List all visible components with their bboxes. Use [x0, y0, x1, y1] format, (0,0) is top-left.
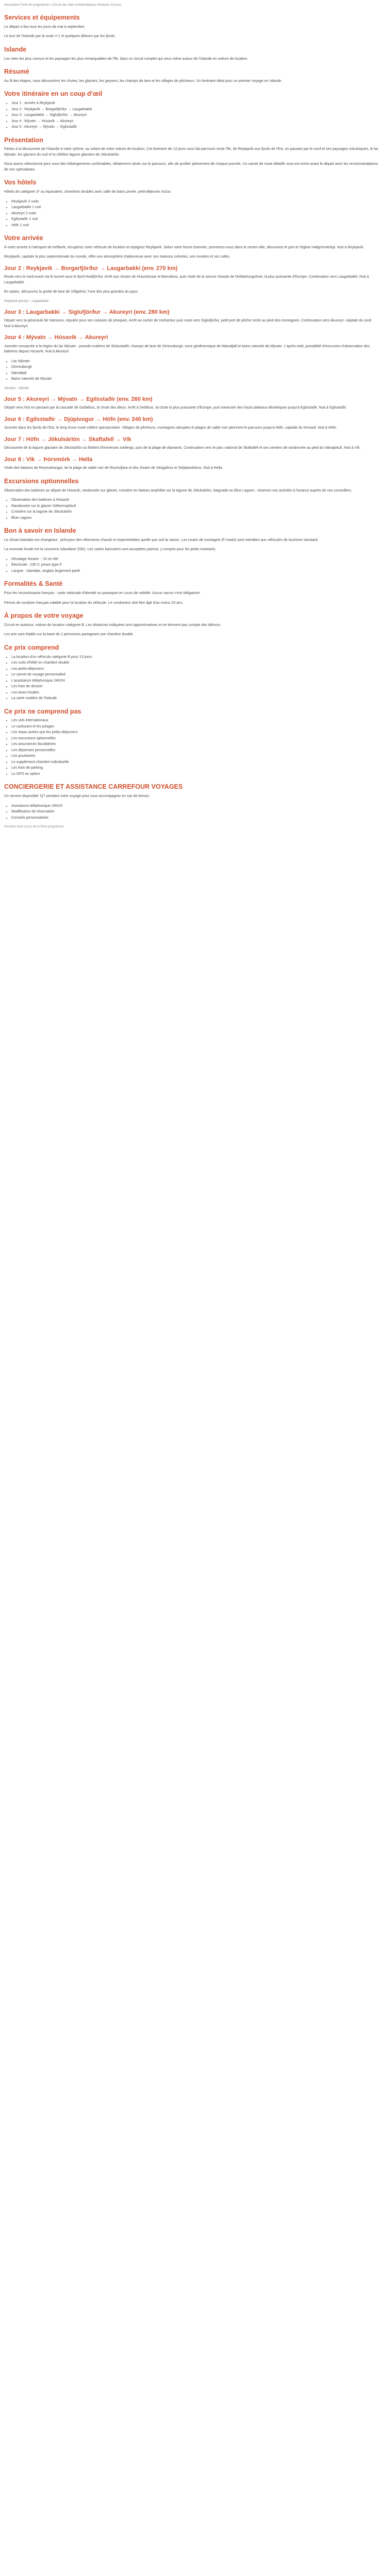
list-item: • Le carnet de voyage personnalisé: [11, 672, 379, 678]
islande-title: Islande: [4, 45, 27, 53]
necomprendpas-list: [4, 718, 379, 777]
apropos-text-1: Circuit en autotour, voiture de location catégorie B. Les distances indiquées sont approximatives et ne tiennent pas compte des détours.: [4, 623, 221, 627]
necomprendpas-title: Ce prix ne comprend pas: [4, 707, 82, 715]
bonasavoir-list: [4, 557, 379, 574]
list-item: • Les petits-déjeuners: [11, 667, 379, 672]
conciergerie-text: Un service disponible 7j/7 pendant votre voyage pour vous accompagner en cas de besoin.: [4, 794, 150, 798]
bonasavoir-title: Bon à savoir en Islande: [4, 527, 76, 534]
formalites-title: Formalités & Santé: [4, 580, 63, 588]
jour6-title: Jour 6 : Egilsstaðir → Djúpivogur → Höfn (env. 240 km): [4, 416, 153, 422]
jour4-list: [4, 359, 379, 382]
list-item: • Jour 2 : Reykjavík → Borgarfjörður → Laugarbakki: [11, 107, 379, 113]
jour4-title: Jour 4 : Mývatn → Húsavík → Akureyri: [4, 334, 108, 341]
list-item: • Le carburant et les péages: [11, 724, 379, 730]
apropos-title: À propos de votre voyage: [4, 612, 84, 619]
list-item: • Électricité : 230 V, prises type F: [11, 563, 379, 568]
jour3-text: Départ vers la péninsule de Vatnsnes, réputée pour ses colonies de phoques. Arrêt au rocher de Hvítserkur puis route vers Siglufjörður, petit port de pêche niché au pied des montagnes. Continuation vers Akureyri, capitale du nord. Nuit à Akureyri.: [4, 319, 372, 328]
ceprix-title: Ce prix comprend: [4, 643, 59, 651]
list-item: • Les repas autres que les petits-déjeuners: [11, 730, 379, 736]
breadcrumb: Description Fiche du programme » Circuit des sites emblématiques d'Islande 13 jours: [4, 4, 121, 7]
list-item: • Les assurances facultatives: [11, 742, 379, 748]
conciergerie-list: [4, 804, 379, 821]
list-item: • Höfn 1 nuit: [11, 223, 379, 229]
jour5-text: Départ vers l'est en passant par la cascade de Goðafoss, la chute des dieux. Arrêt à Dettifoss, la chute la plus puissante d'Europe, puis traversée des hauts plateaux désertiques jusqu'à Egilsstaðir. Nuit à Egilsstaðir.: [4, 406, 347, 410]
jour2-text-1: Route vers le nord-ouest via le tunnel sous le fjord Hvalfjörður. Arrêt aux chutes de Hraunfossar et Barnafoss, puis visite de la source chaude de Deildartunguhver, la plus puissante d'Europe. Continuation vers Laugarbakki. Nuit à Laugarbakki.: [4, 275, 369, 284]
formalites-text-2: Permis de conduire français valable pour la location du véhicule. Le conducteur doit être âgé d'au moins 20 ans.: [4, 601, 184, 605]
list-item: • Décalage horaire : -1h en été: [11, 557, 379, 563]
list-item: • Assistance téléphonique 24h/24: [11, 804, 379, 809]
bonasavoir-text-2: La monnaie locale est la couronne islandaise (ISK). Les cartes bancaires sont acceptées partout, y compris pour les petits montants.: [4, 548, 216, 552]
arrivee-title: Votre arrivée: [4, 234, 43, 242]
vols-text: Hôtels de catégorie 3* ou équivalent, chambres doubles avec salle de bains privée, petit-déjeuner inclus.: [4, 190, 172, 194]
vols-title: Vos hôtels: [4, 179, 37, 187]
excursions-text: Observation des baleines au départ de Húsavík, randonnée sur glacier, croisière en bateau amphibie sur la lagune de Jökulsárlón, baignade au Blue Lagoon : réservez vos activités à l'avance auprès de nos conseillers.: [4, 488, 352, 493]
jour6-text: Journée dans les fjords de l'Est, le long d'une route côtière spectaculaire. Villages de pêcheurs, montagnes abruptes et plages de sable noir jalonnent le parcours jusqu'à Höfn, capitale du homard. Nuit à Höfn.: [4, 426, 337, 430]
list-item: • Le GPS en option: [11, 772, 379, 777]
photo-caption: Reykjavík (photo) – Laugarbakki: [4, 299, 49, 303]
list-item: • La carte routière de l'Islande: [11, 696, 379, 702]
list-item: • L'assistance téléphonique 24h/24: [11, 679, 379, 684]
jour3-title: Jour 3 : Laugarbakki → Siglufjörður → Akureyri (env. 280 km): [4, 309, 170, 315]
list-item: • Dimmuborgir: [11, 365, 379, 370]
services-text-2: Le tour de l'Islande par la route n°1 et quelques détours par les fjords.: [4, 35, 116, 39]
list-item: • Observation des baleines à Húsavík: [11, 498, 379, 503]
list-item: • Jour 4 : Mývatn → Húsavík → Akureyri: [11, 119, 379, 125]
arrivee-text-2: Reykjavík, capitale la plus septentrionale du monde, offre une atmosphère chaleureuse avec ses maisons colorées, ses musées et ses cafés.: [4, 255, 231, 259]
list-item: • Reykjavík 2 nuits: [11, 199, 379, 205]
list-item: • Les excursions optionnelles: [11, 736, 379, 742]
presentation-title: Présentation: [4, 136, 43, 144]
presentation-text-1: Partez à la découverte de l'Islande à votre rythme, au volant de votre voiture de location. Cet itinéraire de 13 jours vous fait parcourir toute l'île, de Reykjavík aux fjords de l'Est, en passant par le nord et ses paysages volcaniques, le lac Mývatn, les glaciers du sud et la célèbre lagune glaciaire de Jökulsárlón.: [4, 147, 379, 157]
excursions-title: Excursions optionnelles: [4, 477, 79, 485]
list-item: • Laugarbakki 1 nuit: [11, 205, 379, 211]
jour8-title: Jour 8 : Vík → Þórsmörk → Hella: [4, 456, 93, 463]
list-item: • Egilsstaðir 1 nuit: [11, 217, 379, 223]
jour2-title: Jour 2 : Reykjavík → Borgarfjörður → Laugarbakki (env. 270 km): [4, 265, 178, 272]
jour5-title: Jour 5 : Akureyri → Mývatn → Egilsstaðir (env. 260 km): [4, 396, 153, 402]
apropos-text-2: Les prix sont établis sur la base de 2 personnes partageant une chambre double.: [4, 633, 134, 637]
list-item: • Les frais de dossier: [11, 684, 379, 690]
list-item: • Les taxes locales: [11, 690, 379, 696]
list-item: • Námafjall: [11, 371, 379, 377]
list-item: • Jour 3 : Laugarbakki → Siglufjörður → Akureyri: [11, 113, 379, 118]
bonasavoir-text-1: Le climat islandais est changeant : prévoyez des vêtements chauds et imperméables quelle que soit la saison. Les routes de montagne (F-roads) sont interdites aux véhicules de tourisme standard.: [4, 538, 319, 542]
list-item: • Les vols internationaux: [11, 718, 379, 724]
list-item: • Jour 1 : arrivée à Reykjavík: [11, 101, 379, 107]
intro-text: Les sites les plus connus et les paysages les plus remarquables de l'île, dans un circuit complet qui vous mène autour de l'Islande en voiture de location.: [4, 57, 249, 61]
conciergerie-title: CONCIERGERIE ET ASSISTANCE CARREFOUR VOYAGES: [4, 783, 183, 791]
list-item: • Croisière sur la lagune de Jökulsárlón: [11, 510, 379, 515]
resume-text: Au fil des étapes, vous découvrirez les chutes, les glaciers, les geysers, les champs de lave et les villages de pêcheurs. Un itinéraire idéal pour un premier voyage en Islande.: [4, 79, 282, 83]
list-item: • La location d'un véhicule catégorie B pour 13 jours: [11, 655, 379, 660]
jour7-text: Découverte de la lagune glaciaire de Jökulsárlón où flottent d'immenses icebergs, puis de la plage de diamants. Continuation vers le parc national de Skaftafell et ses sentiers de randonnée au pied du Vatnajökull. Nuit à Vík.: [4, 446, 361, 450]
excursions-list: [4, 498, 379, 521]
list-item: • Langue : islandais, anglais largement parlé: [11, 569, 379, 574]
visites-list: [4, 101, 379, 130]
list-item: • Le supplément chambre individuelle: [11, 760, 379, 766]
list-item: • Modification de réservation: [11, 809, 379, 815]
footer-note: Dernière mise à jour de la fiche programme: [4, 825, 64, 828]
list-item: • Lac Mývatn: [11, 359, 379, 365]
jour4-text: Journée consacrée à la région du lac Mývatn : pseudo-cratères de Skútustaðir, champs de lave de Dimmuborgir, zone géothermique de Námafjall et bains naturels de Mývatn. L'après-midi, possibilité d'excursion d'observation des baleines depuis Húsavík. Nuit à Akureyri.: [4, 344, 370, 354]
formalites-text-1: Pour les ressortissants français : carte nationale d'identité ou passeport en cours de validité. Aucun vaccin n'est obligatoire.: [4, 591, 201, 595]
list-item: • Conseils personnalisés: [11, 816, 379, 821]
list-item: • Les frais de parking: [11, 766, 379, 771]
jour7-title: Jour 7 : Höfn → Jökulsárlón → Skaftafell → Vík: [4, 436, 132, 443]
list-item: • Blue Lagoon: [11, 516, 379, 521]
list-item: • Randonnée sur le glacier Sólheimajökull: [11, 504, 379, 510]
page: [0, 0, 383, 840]
presentation-text-2: Nous avons sélectionné pour vous des hébergements confortables, idéalement situés sur le parcours, afin de profiter pleinement de chaque journée. Un carnet de route détaillé vous est remis avant le départ avec les recommandations de nos spécialistes.: [4, 162, 378, 172]
arrivee-text-1: À votre arrivée à l'aéroport de Keflavík, récupérez votre véhicule de location et rejoignez Reykjavík. Selon votre heure d'arrivée, promenez-vous dans le centre-ville, découvrez le port et l'église Hallgrímskirkja. Nuit à Reykjavík.: [4, 245, 365, 249]
list-item: • Les dépenses personnelles: [11, 748, 379, 754]
services-text-1: Le départ a lieu tous les jours de mai à septembre.: [4, 25, 86, 29]
jour8-text: Visite des falaises de Reynisdrangar, de la plage de sable noir de Reynisfjara et des chutes de Skógafoss et Seljalandsfoss. Nuit à Hella.: [4, 466, 223, 470]
photo-caption: Akureyri – Mývatn: [4, 386, 29, 390]
resume-title: Résumé: [4, 68, 29, 75]
ceprix-list: [4, 655, 379, 702]
services-title: Services et équipements: [4, 14, 80, 21]
list-item: • Jour 5 : Akureyri → Mývatn → Egilsstaðir: [11, 125, 379, 130]
visites-title: Votre itinéraire en un coup d'œil: [4, 90, 103, 98]
list-item: • Les pourboires: [11, 754, 379, 759]
vols-list: [4, 199, 379, 229]
list-item: • Akureyri 2 nuits: [11, 211, 379, 217]
jour2-text-2: En option, découvrez la grotte de lave de Víðgelmir, l'une des plus grandes du pays.: [4, 290, 139, 294]
list-item: • Bains naturels de Mývatn: [11, 377, 379, 382]
list-item: • Les nuits d'hôtel en chambre double: [11, 660, 379, 666]
